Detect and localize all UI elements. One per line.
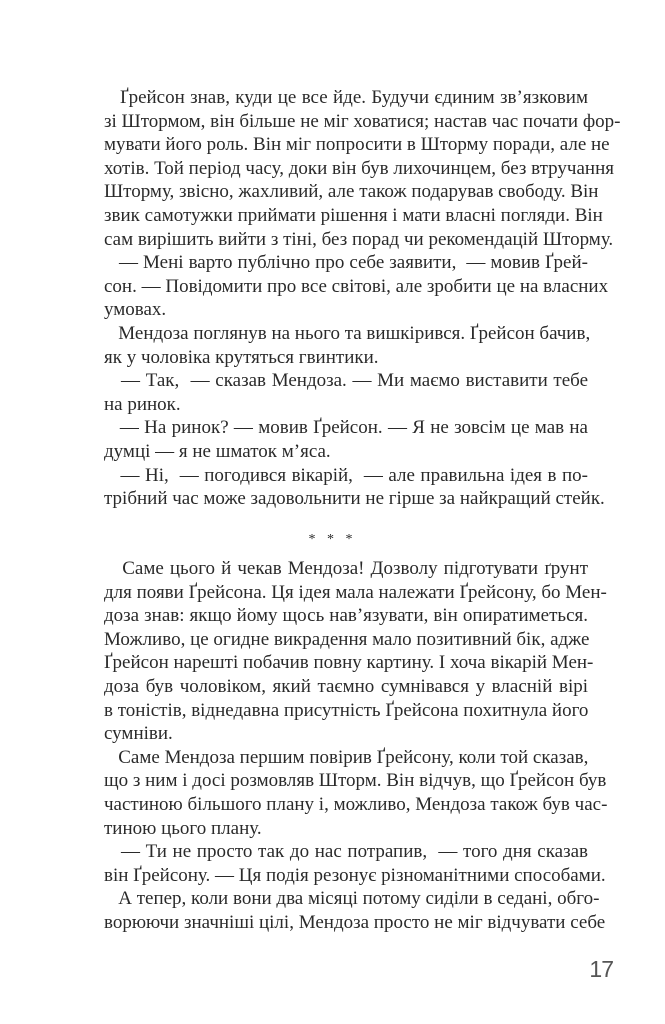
section-separator: * * *: [308, 532, 357, 547]
text-line: доза знав: якщо йому щось нав’язувати, він опиратиметься.: [104, 605, 588, 627]
text-line: трібний час може задовольнити не гірше за найкращий стейк.: [104, 488, 605, 510]
text-line: Можливо, це огидне викрадення мало позитивний бік, адже: [104, 628, 590, 650]
text-line: в тоністів, віднедавна присутність Ґрейсона похитнула його: [104, 699, 589, 721]
text-line: Саме цього й чекав Мендоза! Дозволу підготувати ґрунт: [104, 558, 588, 579]
text-line: Шторму, звісно, жахливий, але також подарував свободу. Він: [104, 181, 599, 203]
text-line: — На ринок? — мовив Ґрейсон. — Я не зовсім це мав на: [104, 417, 588, 439]
text-line: — Ти не просто так до нас потрапив, — того дня сказав: [104, 841, 588, 863]
text-line: звик самотужки приймати рішення і мати власні погляди. Він: [104, 204, 603, 226]
text-line: Саме Мендоза першим повірив Ґрейсону, коли той сказав,: [104, 746, 589, 768]
text-line: доза був чоловіком, який таємно сумнівався у власній вірі: [104, 675, 588, 697]
text-line: думці — я не шматок м’яса.: [104, 440, 331, 462]
text-line: частиною більшого плану і, можливо, Мендоза також був час-: [104, 793, 608, 815]
text-line: — Мені варто публічно про себе заявити, — мовив Ґрей-: [104, 252, 588, 274]
text-line: ворюючи значніші цілі, Мендоза просто не міг відчувати себе: [104, 911, 606, 933]
text-line: на ринок.: [104, 393, 181, 415]
text-line: сон. — Повідомити про все світові, але зробити це на власних: [104, 275, 609, 297]
text-line: Ґрейсон знав, куди це все йде. Будучи єдиним зв’язковим: [104, 87, 588, 108]
text-line: А тепер, коли вони два місяці потому сиділи в седані, обго-: [104, 888, 600, 910]
text-block-top: [104, 86, 621, 511]
text-line: як у чоловіка крутяться гвинтики.: [104, 346, 379, 368]
text-line: умовах.: [104, 299, 167, 321]
text-line: сам вирішить вийти з тіні, без порад чи рекомендацій Шторму.: [104, 228, 614, 250]
text-line: хотів. Той період часу, доки він був лихочинцем, без втручання: [104, 157, 614, 179]
text-line: для появи Ґрейсона. Ця ідея мала належати Ґрейсону, бо Мен-: [104, 581, 607, 603]
text-line: мувати його роль. Він міг попросити в Шторму поради, але не: [104, 134, 610, 156]
text-line: Мендоза поглянув на нього та вишкірився. Ґрейсон бачив,: [104, 322, 591, 344]
text-line: Ґрейсон нарешті побачив повну картину. І хоча вікарій Мен-: [104, 652, 594, 674]
text-line: — Так, — сказав Мендоза. — Ми маємо виставити тебе: [104, 370, 588, 392]
text-line: що з ним і досі розмовляв Шторм. Він відчув, що Ґрейсон був: [104, 770, 607, 792]
text-line: він Ґрейсону. — Ця подія резонує різноманітними способами.: [104, 864, 606, 886]
text-line: сумніви.: [104, 723, 173, 745]
page-number: 17: [589, 956, 613, 982]
text-block-bottom: [104, 557, 608, 935]
text-line: — Ні, — погодився вікарій, — але правильна ідея в по-: [104, 464, 588, 486]
text-line: тиною цього плану.: [104, 817, 262, 839]
text-line: зі Штормом, він більше не міг ховатися; настав час почати фор-: [104, 110, 621, 132]
